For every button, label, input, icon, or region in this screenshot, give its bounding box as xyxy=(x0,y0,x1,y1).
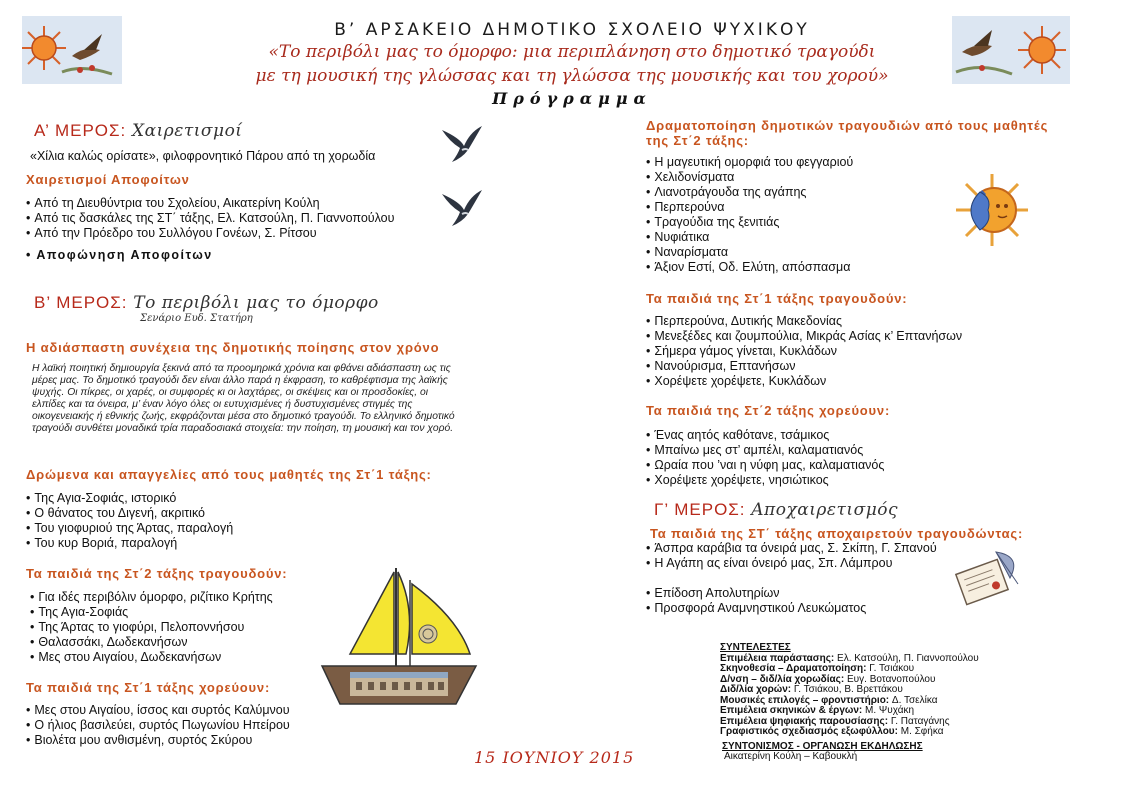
farewell-songs-heading: Τα παιδιά της ΣΤ΄ τάξης αποχαιρετούν τραγουδώντας: xyxy=(650,526,1024,541)
event-title-line1: «Το περιβόλι μας το όμορφο: μια περιπλάνηση στο δημοτικό τραγούδι xyxy=(268,42,876,62)
part-a-heading xyxy=(34,121,242,141)
list-item: • Της Άρτας το γιοφύρι, Πελοποννήσου xyxy=(30,620,273,635)
list-item: • Από την Πρόεδρο του Συλλόγου Γονέων, Σ. Ρίτσου xyxy=(26,226,394,241)
continuity-heading: Η αδιάσπαστη συνέχεια της δημοτικής ποίησης στον χρόνο xyxy=(26,340,440,355)
credit-names: Ελ. Κατσούλη, Π. Γιαννοπούλου xyxy=(837,652,979,664)
paragraph-line: ψυχής. Οι πίκρες, οι χαρές, οι συμφορές κι οι λαχτάρες, οι σκέψεις και οι προσδοκίες, οι xyxy=(32,387,428,398)
list-item: • Νανούρισμα, Επτανήσων xyxy=(646,359,962,374)
swallow-icon xyxy=(440,188,484,228)
credit-names: Γ. Τσιάκου xyxy=(869,663,915,674)
dramatize-heading-line1: Δραματοποίηση δημοτικών τραγουδιών από τους μαθητές xyxy=(646,118,1049,133)
farewell-speech: • Αποφώνηση Αποφοίτων xyxy=(26,248,213,262)
list-item: • Της Αγια-Σοφιάς, ιστορικό xyxy=(26,491,233,506)
closing-list xyxy=(646,586,866,616)
credit-role: Διδ/λία χορών: xyxy=(720,684,792,695)
list-item: • Τραγούδια της ξενιτιάς xyxy=(646,215,853,230)
credit-row xyxy=(720,727,979,738)
letter-quill-illustration xyxy=(952,548,1026,608)
list-item: • Του κυρ Βοριά, παραλογή xyxy=(26,536,233,551)
scenario-credit: Σενάριο Ευδ. Στατήρη xyxy=(140,313,253,324)
paragraph-line: Η λαϊκή ποιητική δημιουργία ξεκινά από τα προομηρικά χρόνια και φθάνει αδιάσπαστη ως τις xyxy=(32,363,451,374)
event-title-line2: με τη μουσική της γλώσσας και τη γλώσσα της μουσικής και του χορού» xyxy=(255,66,889,86)
paragraph-line: ελπίδες και τα όνειρα, μ’ έναν λόγο όλες οι ευτυχισμένες ή δυστυχισμένες στιγμές της xyxy=(32,399,413,410)
list-item: • Ένας αητός καθότανε, τσάμικος xyxy=(646,428,884,443)
sun-moon-illustration xyxy=(952,172,1032,248)
list-item: • Ο θάνατος του Διγενή, ακριτικό xyxy=(26,506,233,521)
welcome-song: «Χίλια καλώς ορίσατε», φιλοφρονητικό Πάρου από τη χορωδία xyxy=(30,149,376,163)
list-item: • Ναναρίσματα xyxy=(646,245,853,260)
list-item: • Βιολέτα μου ανθισμένη, συρτός Σκύρου xyxy=(26,733,290,748)
drama-list xyxy=(26,491,233,551)
credit-role: Επιμέλεια ψηφιακής παρουσίασης: xyxy=(720,715,889,727)
coordination-heading: ΣΥΝΤΟΝΙΣΜΟΣ - ΟΡΓΑΝΩΣΗ ΕΚΔΗΛΩΣΗΣ xyxy=(722,740,923,752)
list-item: • Μπαίνω μες στ’ αμπέλι, καλαματιανός xyxy=(646,443,884,458)
coordination-names: Αικατερίνη Κούλη – Καβουκλή xyxy=(724,751,858,762)
dance1-list xyxy=(26,703,290,748)
school-name: Β’ ΑΡΣΑΚΕΙΟ ΔΗΜΟΤΙΚΟ ΣΧΟΛΕΙΟ ΨΥΧΙΚΟΥ xyxy=(334,20,810,40)
event-date: 15 ΙΟΥΝΙΟΥ 2015 xyxy=(474,748,635,767)
sing1-list xyxy=(646,314,962,389)
sun-bird-decoration-left xyxy=(22,16,122,84)
list-item: • Ο ήλιος βασιλεύει, συρτός Πωγωνίου Ηπείρου xyxy=(26,718,290,733)
list-item: • Μες στου Αιγαίου, ίσσος και συρτός Καλύμνου xyxy=(26,703,290,718)
credit-names: Μ. Ψυχάκη xyxy=(865,705,915,716)
credits-block xyxy=(720,643,979,763)
credit-role: Δ/νση – διδ/λία χορωδίας: xyxy=(720,673,845,685)
list-item: • Του γιοφυριού της Άρτας, παραλογή xyxy=(26,521,233,536)
credit-names: Γ. Παταγάνης xyxy=(890,715,950,727)
credit-role: Επιμέλεια παράστασης: xyxy=(720,652,835,664)
credit-names: Ευγ. Βοτανοπούλου xyxy=(847,673,936,685)
greetings-heading: Χαιρετισμοί Αποφοίτων xyxy=(26,172,190,187)
part-c-title: Αποχαιρετισμός xyxy=(751,500,898,520)
list-item: • Προσφορά Αναμνηστικού Λευκώματος xyxy=(646,601,866,616)
credits-heading: ΣΥΝΤΕΛΕΣΤΕΣ xyxy=(720,642,791,653)
credit-names: Μ. Σφήκα xyxy=(900,726,944,737)
dance2-heading: Τα παιδιά της Στ΄2 τάξης χορεύουν: xyxy=(646,403,891,418)
part-a-title: Χαιρετισμοί xyxy=(131,121,243,141)
sing2-list xyxy=(30,590,273,665)
list-item: • Μενεξέδες και ζουμπούλια, Μικράς Ασίας κ’ Επτανήσων xyxy=(646,329,962,344)
sailboat-illustration xyxy=(320,562,478,706)
paragraph-line: τραγούδι συνθέτει μοναδικά τρία παραδοσιακά στοιχεία: την ποίηση, τη μουσική και τον χορό. xyxy=(32,423,454,434)
part-b-label: Β’ ΜΕΡΟΣ: xyxy=(34,293,128,312)
list-item: • Χορέψετε χορέψετε, νησιώτικος xyxy=(646,473,884,488)
credit-role: Σκηνοθεσία – Δραματοποίηση: xyxy=(720,663,867,674)
credit-names: Γ. Τσιάκου, Β. Βρεττάκου xyxy=(793,684,903,695)
list-item: • Από τις δασκάλες της ΣΤ΄ τάξης, Ελ. Κατσούλη, Π. Γιαννοπούλου xyxy=(26,211,394,226)
list-item: • Για ιδές περιβόλιν όμορφο, ριζίτικο Κρήτης xyxy=(30,590,273,605)
dramatize-heading-line2: της Στ΄2 τάξης: xyxy=(646,133,749,148)
sing2-heading: Τα παιδιά της Στ΄2 τάξης τραγουδούν: xyxy=(26,566,288,581)
drama-heading: Δρώμενα και απαγγελίες από τους μαθητές της Στ΄1 τάξης: xyxy=(26,467,432,482)
list-item: • Θαλασσάκι, Δωδεκανήσων xyxy=(30,635,273,650)
credit-role: Γραφιστικός σχεδιασμός εξωφύλλου: xyxy=(720,726,898,737)
farewell-songs-list xyxy=(646,541,937,571)
list-item: • Λιανοτράγουδα της αγάπης xyxy=(646,185,853,200)
programme-heading: Πρόγραμμα xyxy=(492,89,652,108)
list-item: • Από τη Διευθύντρια του Σχολείου, Αικατερίνη Κούλη xyxy=(26,196,394,211)
paragraph-line: μέρες μας. Το δημοτικό τραγούδι δεν είναι άλλο παρά η έκφραση, το καθρέφτισμα της λαϊκής xyxy=(32,375,448,386)
list-item: • Περπερούνα xyxy=(646,200,853,215)
list-item: • Της Αγια-Σοφιάς xyxy=(30,605,273,620)
paragraph-line: οικογενειακής ή εθνικής ζωής, εκφράζονται μέσα στο δημοτικό τραγούδι. Το ελληνικό δημοτικό xyxy=(32,411,455,422)
list-item: • Χορέψετε χορέψετε, Κυκλάδων xyxy=(646,374,962,389)
dance1-heading: Τα παιδιά της Στ΄1 τάξης χορεύουν: xyxy=(26,680,271,695)
part-b-heading xyxy=(34,293,379,313)
list-item: • Άσπρα καράβια τα όνειρά μας, Σ. Σκίπη, Γ. Σπανού xyxy=(646,541,937,556)
list-item: • Άξιον Εστί, Οδ. Ελύτη, απόσπασμα xyxy=(646,260,853,275)
intro-paragraph xyxy=(32,363,510,435)
swallow-icon xyxy=(440,124,484,164)
list-item: • Ωραία που ’ναι η νύφη μας, καλαματιανός xyxy=(646,458,884,473)
list-item: • Μες στου Αιγαίου, Δωδεκανήσων xyxy=(30,650,273,665)
list-item: • Σήμερα γάμος γίνεται, Κυκλάδων xyxy=(646,344,962,359)
sing1-heading: Τα παιδιά της Στ΄1 τάξης τραγουδούν: xyxy=(646,291,908,306)
list-item: • Η Αγάπη ας είναι όνειρό μας, Σπ. Λάμπρου xyxy=(646,556,937,571)
credit-names: Δ. Τσελίκα xyxy=(891,694,938,706)
part-b-title: Το περιβόλι μας το όμορφο xyxy=(133,293,379,313)
dramatize-list xyxy=(646,155,853,275)
part-a-label: Α’ ΜΕΡΟΣ: xyxy=(34,121,127,140)
dance2-list xyxy=(646,428,884,488)
list-item: • Νυφιάτικα xyxy=(646,230,853,245)
list-item: • Η μαγευτική ομορφιά του φεγγαριού xyxy=(646,155,853,170)
part-c-label: Γ’ ΜΕΡΟΣ: xyxy=(654,500,746,519)
sun-bird-decoration-right xyxy=(952,16,1070,84)
part-c-heading xyxy=(654,500,898,520)
credit-role: Επιμέλεια σκηνικών & έργων: xyxy=(720,705,863,716)
greetings-list xyxy=(26,196,394,241)
farewell-speech-text: Αποφώνηση Αποφοίτων xyxy=(36,248,213,262)
dramatize-heading xyxy=(646,118,1048,148)
credit-role: Μουσικές επιλογές – φροντιστήριο: xyxy=(720,694,890,706)
list-item: • Επίδοση Απολυτηρίων xyxy=(646,586,866,601)
list-item: • Χελιδονίσματα xyxy=(646,170,853,185)
list-item: • Περπερούνα, Δυτικής Μακεδονίας xyxy=(646,314,962,329)
